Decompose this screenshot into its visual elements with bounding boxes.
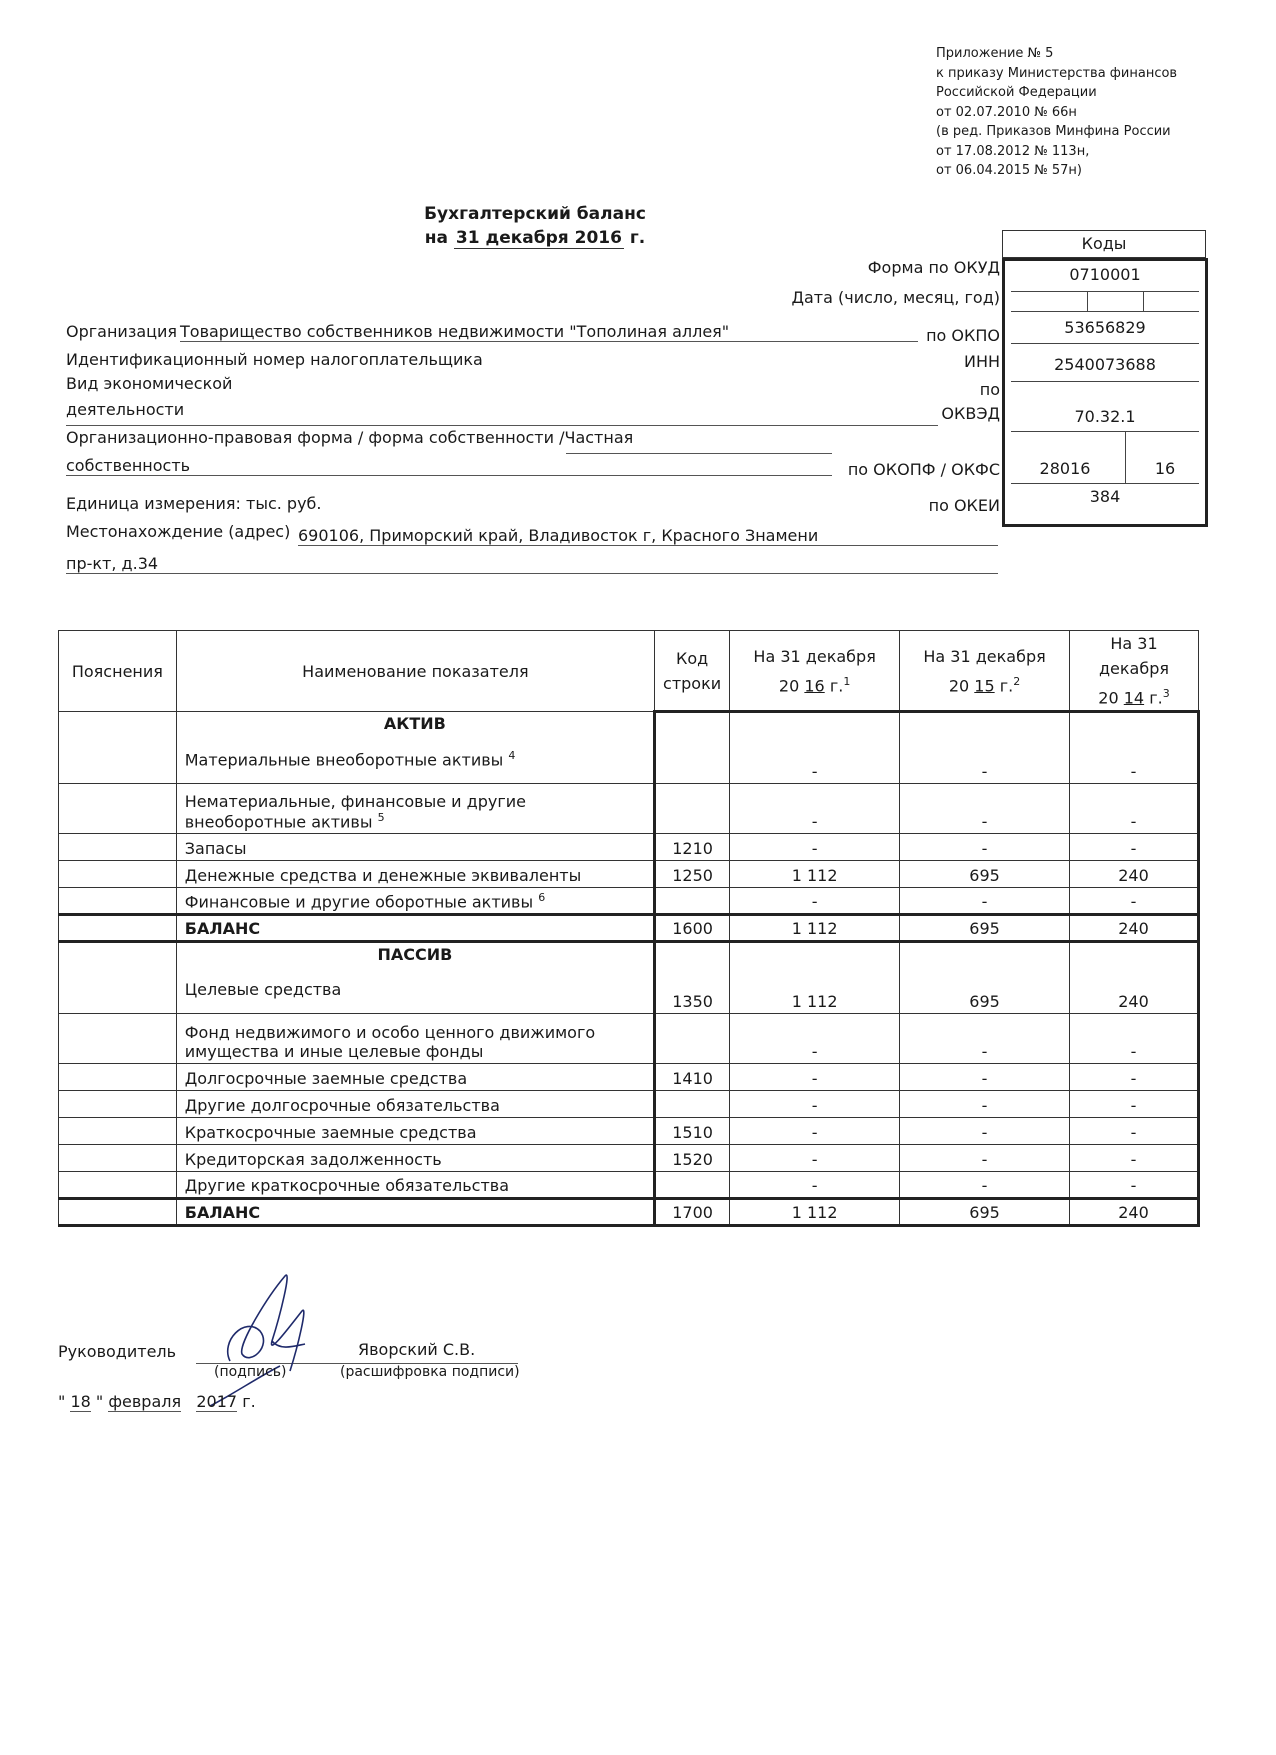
row-label: Финансовые и другие оборотные активы [184, 892, 534, 912]
row-label: Краткосрочные заемные средства [184, 1123, 477, 1143]
value-2016: - [730, 1172, 900, 1199]
codes-divider [1011, 483, 1199, 484]
title-date: 31 декабря 2016 [455, 228, 622, 248]
okved-label-1: по [979, 380, 1000, 399]
value-2016: 1 112 [730, 942, 900, 1014]
row-code [655, 784, 730, 834]
unit-label: Единица измерения: тыс. руб. [66, 494, 322, 513]
notes-cell [59, 712, 177, 784]
value-2016: 1 112 [730, 861, 900, 888]
inn-label: Идентификационный номер налогоплательщика [66, 350, 483, 369]
table-row [59, 1091, 1199, 1118]
header-2014: На 31 декабря 20 14 г.$^3$ [1070, 631, 1199, 712]
section-aktiv: АКТИВ [383, 714, 446, 734]
codes-divider [1011, 381, 1199, 382]
address-value-1: 690106, Приморский край, Владивосток г, Красного Знамени [298, 526, 998, 546]
table-row [59, 1145, 1199, 1172]
row-code: 1250 [655, 861, 730, 888]
value-2015: 695 [900, 942, 1070, 1014]
okei-code: 384 [1089, 487, 1121, 506]
row-label: Материальные внеоборотные активы [184, 750, 504, 770]
notes-cell [59, 861, 177, 888]
notes-cell [59, 1118, 177, 1145]
notes-cell [59, 1145, 177, 1172]
footnote-ref: 4 [508, 749, 516, 763]
header-2016: На 31 декабря 20 16 г.$^1$ [730, 631, 900, 712]
notes-cell [59, 915, 177, 942]
row-name [176, 888, 654, 915]
ownership-line [566, 452, 832, 454]
row-name [176, 712, 654, 784]
inn-code: 2540073688 [1054, 355, 1156, 374]
value-2015: - [900, 834, 1070, 861]
value-2016: - [730, 834, 900, 861]
notes-cell [59, 1064, 177, 1091]
row-code: 1510 [655, 1118, 730, 1145]
notes-cell [59, 1199, 177, 1226]
row-code: 1210 [655, 834, 730, 861]
value-2014: 240 [1070, 942, 1199, 1014]
signature-date: " 18 " февраля 2017 г. [58, 1392, 256, 1411]
row-code: 1700 [655, 1199, 730, 1226]
value-2015: 695 [900, 915, 1070, 942]
value-2015: - [900, 1064, 1070, 1091]
table-row [59, 1118, 1199, 1145]
signer-role: Руководитель [58, 1342, 177, 1361]
activity-label-1: Вид экономической [66, 374, 233, 393]
value-2015: - [900, 1014, 1070, 1064]
header-2015: На 31 декабря 20 15 г.$^2$ [900, 631, 1070, 712]
value-2014: - [1070, 1145, 1199, 1172]
title-line2: на 31 декабря 2016 г. [424, 228, 646, 248]
value-2016: - [730, 888, 900, 915]
okved-label-2: ОКВЭД [941, 404, 1000, 423]
notes-cell [59, 1172, 177, 1199]
value-2016: 1 112 [730, 1199, 900, 1226]
value-2014: - [1070, 784, 1199, 834]
inn-code-label: ИНН [963, 352, 1000, 371]
value-2014: - [1070, 1064, 1199, 1091]
activity-label-2: деятельности [66, 400, 185, 419]
table-row [59, 1064, 1199, 1091]
appendix-line: от 17.08.2012 № 113н, [936, 143, 1090, 159]
footnote-ref: 6 [538, 891, 546, 904]
row-name [176, 942, 654, 1014]
value-2016: - [730, 784, 900, 834]
row-name [176, 1172, 654, 1199]
row-name [176, 1064, 654, 1091]
value-2014: - [1070, 1118, 1199, 1145]
appendix-line: (в ред. Приказов Минфина России [936, 124, 1171, 139]
value-2014: - [1070, 834, 1199, 861]
row-label: Другие краткосрочные обязательства [184, 1176, 509, 1196]
row-label: Нематериальные, финансовые и другие внеоборотные активы [184, 792, 526, 832]
address-label: Местонахождение (адрес) [66, 522, 291, 541]
okopf-label: по ОКОПФ / ОКФС [847, 460, 1000, 479]
org-label: Организация [66, 322, 178, 341]
value-2015: - [900, 712, 1070, 784]
value-2014: - [1070, 1172, 1199, 1199]
row-code [655, 712, 730, 784]
value-2014: 240 [1070, 1199, 1199, 1226]
header-notes: Пояснения [59, 631, 177, 712]
address-value-2: пр-кт, д.34 [66, 554, 998, 574]
table-row [59, 834, 1199, 861]
ownership-value: собственность [66, 456, 832, 476]
row-name [176, 1118, 654, 1145]
codes-divider [1011, 311, 1199, 312]
appendix-line: от 06.04.2015 № 57н) [936, 163, 1082, 178]
appendix-line: к приказу Министерства финансов [936, 65, 1178, 81]
value-2015: - [900, 1145, 1070, 1172]
row-code [655, 1091, 730, 1118]
footnote-ref: 5 [377, 811, 385, 824]
value-2016: 1 112 [730, 915, 900, 942]
row-code [655, 888, 730, 915]
header-code: Код строки [655, 631, 730, 712]
balance-row [59, 1199, 1199, 1226]
codes-divider [1011, 431, 1199, 432]
table-row [59, 712, 1199, 784]
notes-cell [59, 1014, 177, 1064]
activity-line [66, 424, 938, 426]
row-name [176, 861, 654, 888]
okud-code: 0710001 [1069, 265, 1141, 284]
balance-label: БАЛАНС [176, 1199, 654, 1226]
table-row [59, 1172, 1199, 1199]
row-label: Запасы [184, 839, 247, 859]
header-name: Наименование показателя [176, 631, 654, 712]
value-2016: - [730, 712, 900, 784]
value-2015: - [900, 1118, 1070, 1145]
value-2016: - [730, 1091, 900, 1118]
row-name [176, 1091, 654, 1118]
okud-label: Форма по ОКУД [867, 258, 1000, 277]
value-2016: - [730, 1145, 900, 1172]
value-2014: - [1070, 1091, 1199, 1118]
value-2014: - [1070, 1014, 1199, 1064]
row-label: Денежные средства и денежные эквиваленты [184, 866, 582, 886]
row-code: 1520 [655, 1145, 730, 1172]
balance-row [59, 915, 1199, 942]
signer-name: Яворский С.В. [358, 1340, 476, 1359]
row-code [655, 1014, 730, 1064]
codes-divider [1011, 343, 1199, 344]
codes-box [1002, 258, 1208, 527]
row-code: 1350 [655, 942, 730, 1014]
row-name [176, 1145, 654, 1172]
signature-caption: (подпись) [214, 1364, 287, 1380]
balance-table [58, 630, 1200, 1227]
table-header-row [59, 631, 1199, 712]
value-2015: - [900, 888, 1070, 915]
row-label: Другие долгосрочные обязательства [184, 1096, 500, 1116]
table-row [59, 861, 1199, 888]
codes-header: Коды [1002, 230, 1206, 258]
appendix-line: Приложение № 5 [936, 46, 1054, 61]
table-row [59, 784, 1199, 834]
row-name [176, 784, 654, 834]
row-code: 1410 [655, 1064, 730, 1091]
row-label: Фонд недвижимого и особо ценного движимого имущества и иные целевые фонды [184, 1023, 596, 1062]
section-passiv: ПАССИВ [377, 945, 453, 965]
okpo-label: по ОКПО [926, 326, 1000, 345]
row-code: 1600 [655, 915, 730, 942]
okved-code: 70.32.1 [1074, 407, 1136, 426]
appendix-line: Российской Федерации [936, 85, 1097, 100]
date-divider [1143, 291, 1144, 311]
notes-cell [59, 888, 177, 915]
document-title [380, 202, 690, 250]
value-2015: - [900, 784, 1070, 834]
codes-divider [1011, 291, 1199, 292]
value-2016: - [730, 1064, 900, 1091]
balance-label: БАЛАНС [176, 915, 654, 942]
value-2014: 240 [1070, 915, 1199, 942]
value-2015: - [900, 1172, 1070, 1199]
appendix-note [936, 44, 1177, 181]
value-2014: 240 [1070, 861, 1199, 888]
date-label: Дата (число, месяц, год) [791, 288, 1000, 307]
row-name [176, 834, 654, 861]
notes-cell [59, 942, 177, 1014]
value-2015: - [900, 1091, 1070, 1118]
notes-cell [59, 784, 177, 834]
decode-caption: (расшифровка подписи) [340, 1364, 520, 1380]
okfs-code: 16 [1154, 459, 1176, 478]
okopf-code: 28016 [1039, 459, 1091, 478]
value-2015: 695 [900, 1199, 1070, 1226]
row-label: Долгосрочные заемные средства [184, 1069, 468, 1089]
value-2014: - [1070, 712, 1199, 784]
notes-cell [59, 1091, 177, 1118]
date-divider [1087, 291, 1088, 311]
row-name [176, 1014, 654, 1064]
notes-cell [59, 834, 177, 861]
table-row [59, 1014, 1199, 1064]
ownership-label: Организационно-правовая форма / форма собственности /Частная [66, 428, 634, 447]
table-row [59, 888, 1199, 915]
row-label: Кредиторская задолженность [184, 1150, 442, 1170]
row-label: Целевые средства [184, 980, 342, 1000]
table-row [59, 942, 1199, 1014]
title-line1: Бухгалтерский баланс [424, 204, 646, 224]
value-2016: - [730, 1118, 900, 1145]
appendix-line: от 02.07.2010 № 66н [936, 104, 1077, 120]
org-name: Товарищество собственников недвижимости "Тополиная аллея" [180, 322, 918, 342]
okpo-code: 53656829 [1064, 318, 1146, 337]
okei-label: по ОКЕИ [928, 496, 1000, 515]
value-2016: - [730, 1014, 900, 1064]
row-code [655, 1172, 730, 1199]
value-2015: 695 [900, 861, 1070, 888]
value-2014: - [1070, 888, 1199, 915]
